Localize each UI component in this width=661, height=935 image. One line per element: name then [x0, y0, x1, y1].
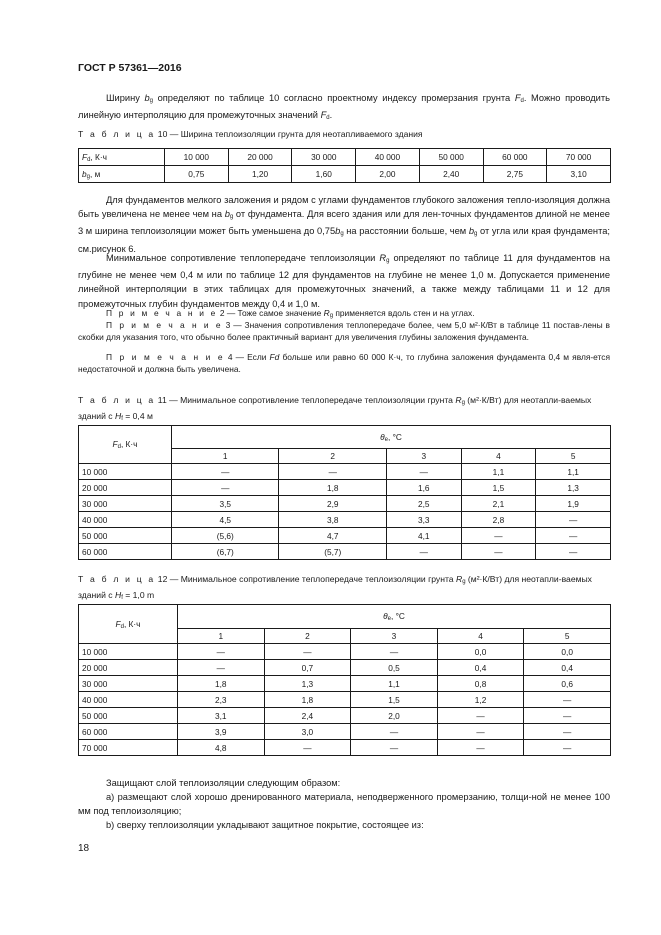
note-4: П р и м е ч а н и е 4 — Если Fd больше или равно 60 000 К·ч, то глубина заложения фундамента 0,4 м явля-ется недостаточной и должна быть увеличена.: [78, 352, 611, 374]
table-cell: 3,8: [279, 512, 386, 528]
table-cell: 3,0: [264, 724, 351, 740]
table11-header-row: [79, 426, 611, 449]
note-2: П р и м е ч а н и е 2 — Тоже самое значение $R_g$ применяется вдоль стен и на углах.: [106, 308, 475, 319]
table-cell: 60 000: [79, 724, 178, 740]
table-cell: 20 000: [228, 149, 292, 166]
table-cell: —: [279, 464, 386, 480]
table-cell: 1,8: [279, 480, 386, 496]
table-row: [79, 740, 611, 756]
table-cell: 1,2: [437, 692, 524, 708]
table-cell: 70 000: [547, 149, 611, 166]
table-cell: 2,3: [178, 692, 265, 708]
table-col-header: 2: [279, 449, 386, 464]
table-cell: 2,1: [461, 496, 536, 512]
table-col-header: 3: [351, 629, 438, 644]
table-cell: 2,75: [483, 166, 547, 183]
table-cell: —: [461, 528, 536, 544]
paragraph-item-b: b) сверху теплоизоляции укладывают защитное покрытие, состоящее из:: [106, 820, 424, 830]
table12-header-row: [79, 605, 611, 629]
table10: [78, 148, 611, 183]
table-cell: 2,40: [419, 166, 483, 183]
table-row: [79, 724, 611, 740]
table-cell: 30 000: [79, 676, 178, 692]
table-cell: —: [536, 544, 611, 560]
table-cell: 3,5: [172, 496, 279, 512]
table-col-header: 2: [264, 629, 351, 644]
table-row: [79, 692, 611, 708]
table-cell: —: [461, 544, 536, 560]
table-cell: 1,3: [536, 480, 611, 496]
table-cell: 30 000: [79, 496, 172, 512]
table11-body: [79, 464, 611, 560]
table11: [78, 425, 611, 560]
table-cell: 30 000: [292, 149, 356, 166]
table11-group-header: $\theta_e$, °С: [172, 426, 611, 449]
table-cell: —: [524, 740, 611, 756]
table-cell: 10 000: [165, 149, 229, 166]
table-cell: 1,20: [228, 166, 292, 183]
table-cell: —: [524, 724, 611, 740]
table-cell: 0,75: [165, 166, 229, 183]
paragraph-min-resistance: Минимальное сопротивление теплопередаче теплоизоляции $R_g$ определяют по таблице 11 для фундаментов на глубине не менее чем 0,4 м или по таблице 12 для фундаментов на глубине не менее 1,0 м. Допускается применение линейной интерполяции в этих таблицах для промежуточных значений, а также между таблицами 11 и 12 для промежуточных глубин фундаментов между 0,4 и 1,0 м.: [78, 253, 610, 309]
table-cell: 0,7: [264, 660, 351, 676]
table-cell: 3,1: [178, 708, 265, 724]
table-col-header: 5: [524, 629, 611, 644]
table-cell: 2,5: [386, 496, 461, 512]
table-cell: 0,6: [524, 676, 611, 692]
table-cell: 70 000: [79, 740, 178, 756]
table-cell: —: [172, 480, 279, 496]
table-cell: —: [351, 724, 438, 740]
table12-corner: $F_d$, К·ч: [79, 605, 178, 644]
table-cell: (5,6): [172, 528, 279, 544]
table-row: [79, 676, 611, 692]
table-cell: —: [386, 464, 461, 480]
table-cell: (5,7): [279, 544, 386, 560]
table-row: [79, 528, 611, 544]
table-cell: 1,5: [461, 480, 536, 496]
table11-caption: Т а б л и ц а 11 — Минимальное сопротивление теплопередаче теплоизоляции грунта $R_g$ (м²·К/Вт) для неотапли-ваемых зданий с $H_f = 0,4$ м: [78, 395, 592, 422]
table-cell: 50 000: [79, 708, 178, 724]
table-cell: 4,5: [172, 512, 279, 528]
table-cell: —: [264, 644, 351, 660]
table-row: [79, 464, 611, 480]
table-cell: —: [437, 724, 524, 740]
table-cell: 2,4: [264, 708, 351, 724]
table-cell: —: [386, 544, 461, 560]
table-cell: —: [264, 740, 351, 756]
table-cell: 3,10: [547, 166, 611, 183]
table10-row-fd: [79, 149, 611, 166]
table10-row-bg: [79, 166, 611, 183]
table-row: [79, 660, 611, 676]
table-cell: 60 000: [79, 544, 172, 560]
note-3: П р и м е ч а н и е 3 — Значения сопротивления теплопередаче более, чем 5,0 м²·К/Вт в таблице 11 постав-лены в скобки для указания того, что обычно более практичный вариант для увеличения глубины заложения фундамента.: [78, 320, 611, 342]
table-col-header: 3: [386, 449, 461, 464]
table-cell: 1,1: [461, 464, 536, 480]
table-cell: —: [536, 512, 611, 528]
table-cell: 0,0: [524, 644, 611, 660]
table-row: [79, 708, 611, 724]
table12-caption: Т а б л и ц а 12 — Минимальное сопротивление теплопередаче теплоизоляции грунта $R_g$ (м²·К/Вт) для неотапли-ваемых зданий с $H_f = 1,0$ m: [78, 574, 592, 601]
table-cell: 0,4: [524, 660, 611, 676]
table-row: [79, 496, 611, 512]
table-cell: 4,7: [279, 528, 386, 544]
table-row: [79, 544, 611, 560]
table-cell: 50 000: [79, 528, 172, 544]
table-cell: 40 000: [356, 149, 420, 166]
table-cell: 1,60: [292, 166, 356, 183]
table-cell: 40 000: [79, 512, 172, 528]
table-cell: 50 000: [419, 149, 483, 166]
table11-corner: $F_d$, К·ч: [79, 426, 172, 464]
table-cell: 0,8: [437, 676, 524, 692]
table-cell: 1,9: [536, 496, 611, 512]
table-cell: 1,1: [351, 676, 438, 692]
table-cell: 3,3: [386, 512, 461, 528]
table10-caption: Т а б л и ц а 10 — Ширина теплоизоляции грунта для неотапливаемого здания: [78, 129, 423, 139]
table-cell: —: [524, 692, 611, 708]
table12: [78, 604, 611, 756]
table-col-header: 5: [536, 449, 611, 464]
table-cell: —: [437, 740, 524, 756]
table-cell: 60 000: [483, 149, 547, 166]
table12-body: [79, 644, 611, 756]
document-header: ГОСТ Р 57361—2016: [78, 62, 182, 74]
page-number: 18: [78, 843, 90, 854]
table-cell: 2,0: [351, 708, 438, 724]
table-cell: —: [524, 708, 611, 724]
table-cell: —: [437, 708, 524, 724]
table-cell: —: [172, 464, 279, 480]
table-cell: 0,5: [351, 660, 438, 676]
table-cell: 10 000: [79, 464, 172, 480]
table12-group-header: $\theta_e$, °С: [178, 605, 611, 629]
table-cell: 1,5: [351, 692, 438, 708]
table-cell: 40 000: [79, 692, 178, 708]
table-cell: 1,8: [178, 676, 265, 692]
table-cell: 4,1: [386, 528, 461, 544]
table-cell: (6,7): [172, 544, 279, 560]
table-cell: 1,8: [264, 692, 351, 708]
table-cell: 1,6: [386, 480, 461, 496]
table-row: [79, 644, 611, 660]
table-row: [79, 480, 611, 496]
table-cell: 1,3: [264, 676, 351, 692]
table-row: [79, 512, 611, 528]
table-cell: —: [536, 528, 611, 544]
table-col-header: 4: [461, 449, 536, 464]
table-cell: 0,4: [437, 660, 524, 676]
table-cell: 0,0: [437, 644, 524, 660]
table-cell: 2,8: [461, 512, 536, 528]
table-cell: —: [178, 644, 265, 660]
table-cell: 4,8: [178, 740, 265, 756]
table-cell: —: [351, 740, 438, 756]
table-col-header: 1: [178, 629, 265, 644]
table-col-header: 1: [172, 449, 279, 464]
paragraph-width: Ширину $b_g$ определяют по таблице 10 согласно проектному индексу промерзания грунта $F_d$. Можно проводить линейную интерполяцию для промежуточных значений $F_d$.: [78, 93, 610, 122]
paragraph-protect: Защищают слой теплоизоляции следующим образом:: [106, 778, 341, 788]
table10-row-label: $F_d$, К·ч: [79, 149, 165, 166]
table10-row-label: $b_g$, м: [79, 166, 165, 183]
table-cell: 2,00: [356, 166, 420, 183]
table-cell: 10 000: [79, 644, 178, 660]
table-col-header: 4: [437, 629, 524, 644]
table-cell: 2,9: [279, 496, 386, 512]
paragraph-foundations: Для фундаментов мелкого заложения и рядом с углами фундаментов глубокого заложения тепло-изоляция должна быть увеличена не менее чем на $b_g$ от фундамента. Для всего здания или для лен-точных фундаментов длиной не менее 3 м ширина теплоизоляции может быть уменьшена до $0,75b_g$ на расстоянии больше, чем $b_g$ от угла или края фундамента; см.рисунок 6.: [78, 195, 610, 254]
table-cell: 20 000: [79, 660, 178, 676]
table-cell: —: [351, 644, 438, 660]
table-cell: 1,1: [536, 464, 611, 480]
table-cell: —: [178, 660, 265, 676]
table-cell: 20 000: [79, 480, 172, 496]
table-cell: 3,9: [178, 724, 265, 740]
paragraph-item-a: а) размещают слой хорошо дренированного материала, неподверженного промерзанию, толщи-ной не менее 100 мм под теплоизоляцию;: [78, 792, 610, 817]
